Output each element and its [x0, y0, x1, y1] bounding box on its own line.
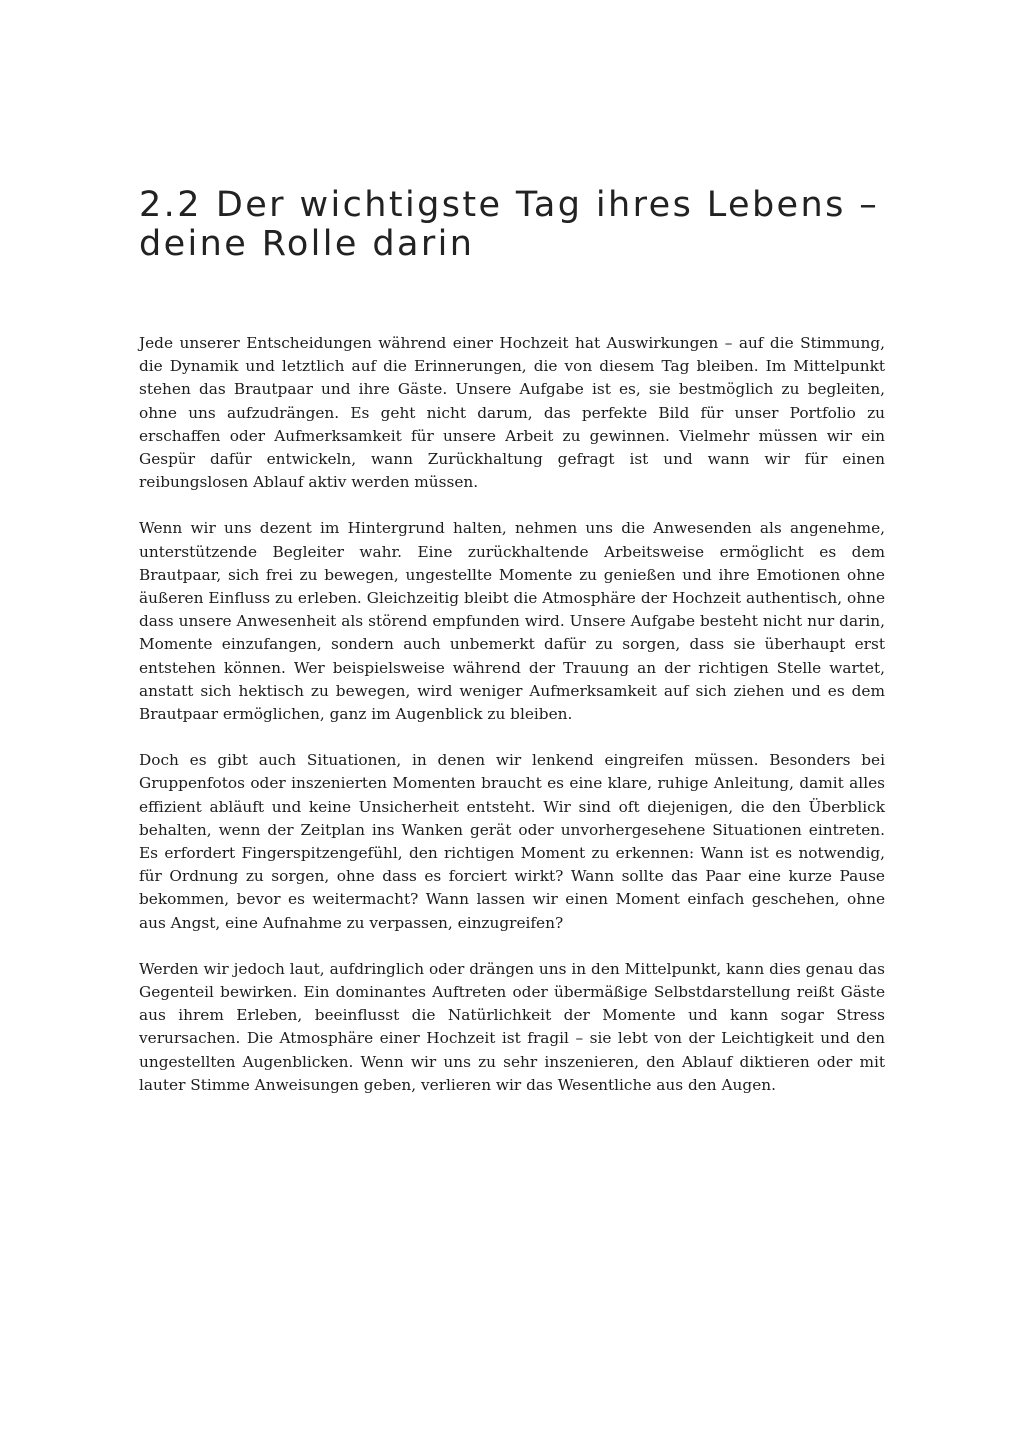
body-text [139, 332, 885, 1097]
chapter-number: 2.2 [139, 185, 202, 225]
paragraph: Wenn wir uns dezent im Hintergrund halten, nehmen uns die Anwesenden als angenehme, unterstützende Begleiter wahr. Eine zurückhaltende Arbeitsweise ermöglicht es dem Brautpaar, sich frei zu bewegen, ungestellte Momente zu genießen und ihre Emotionen ohne äußeren Einfluss zu erleben. Gleichzeitig bleibt die Atmosphäre der Hochzeit authentisch, ohne dass unsere Anwesenheit als störend empfunden wird. Unsere Aufgabe besteht nicht nur darin, Momente einzufangen, sondern auch unbemerkt dafür zu sorgen, dass sie überhaupt erst entstehen können. Wer beispielsweise während der Trauung an der richtigen Stelle wartet, anstatt sich hektisch zu bewegen, wird weniger Aufmerksamkeit auf sich ziehen und es dem Brautpaar ermöglichen, ganz im Augenblick zu bleiben. [139, 519, 885, 724]
paragraph: Jede unserer Entscheidungen während einer Hochzeit hat Auswirkungen – auf die Stimmung, die Dynamik und letztlich auf die Erinnerungen, die von diesem Tag bleiben. Im Mittelpunkt stehen das Brautpaar und ihre Gäste. Unsere Aufgabe ist es, sie bestmöglich zu begleiten, ohne uns aufzudrängen. Es geht nicht darum, das perfekte Bild für unser Portfolio zu erschaffen oder Aufmerksamkeit für unsere Arbeit zu gewinnen. Vielmehr müssen wir ein Gespür dafür entwickeln, wann Zurückhaltung gefragt ist und wann wir für einen reibungslosen Ablauf aktiv werden müssen. [139, 334, 885, 492]
chapter-title: Der wichtigste Tag ihres Lebens – deine Rolle darin [139, 185, 880, 264]
paragraph: Werden wir jedoch laut, aufdringlich oder drängen uns in den Mittelpunkt, kann dies genau das Gegenteil bewirken. Ein dominantes Auftreten oder übermäßige Selbstdarstellung reißt Gäste aus ihrem Erleben, beeinflusst die Natürlichkeit der Momente und kann sogar Stress verursachen. Die Atmosphäre einer Hochzeit ist fragil – sie lebt von der Leichtigkeit und den ungestellten Augenblicken. Wenn wir uns zu sehr inszenieren, den Ablauf diktieren oder mit lauter Stimme Anweisungen geben, verlieren wir das Wesentliche aus den Augen. [139, 959, 885, 1094]
paragraph: Doch es gibt auch Situationen, in denen wir lenkend eingreifen müssen. Besonders bei Gruppenfotos oder inszenierten Momenten braucht es eine klare, ruhige Anleitung, damit alles effizient abläuft und keine Unsicherheit entsteht. Wir sind oft diejenigen, die den Überblick behalten, wenn der Zeitplan ins Wanken gerät oder unvorhergesehene Situationen eintreten. Es erfordert Fingerspitzengefühl, den richtigen Moment zu erkennen: Wann ist es notwendig, für Ordnung zu sorgen, ohne dass es forciert wirkt? Wann sollte das Paar eine kurze Pause bekommen, bevor es weitermacht? Wann lassen wir einen Moment einfach geschehen, ohne aus Angst, eine Aufnahme zu verpassen, einzugreifen? [139, 751, 885, 932]
chapter-heading [139, 186, 885, 264]
document-page [139, 186, 885, 1120]
